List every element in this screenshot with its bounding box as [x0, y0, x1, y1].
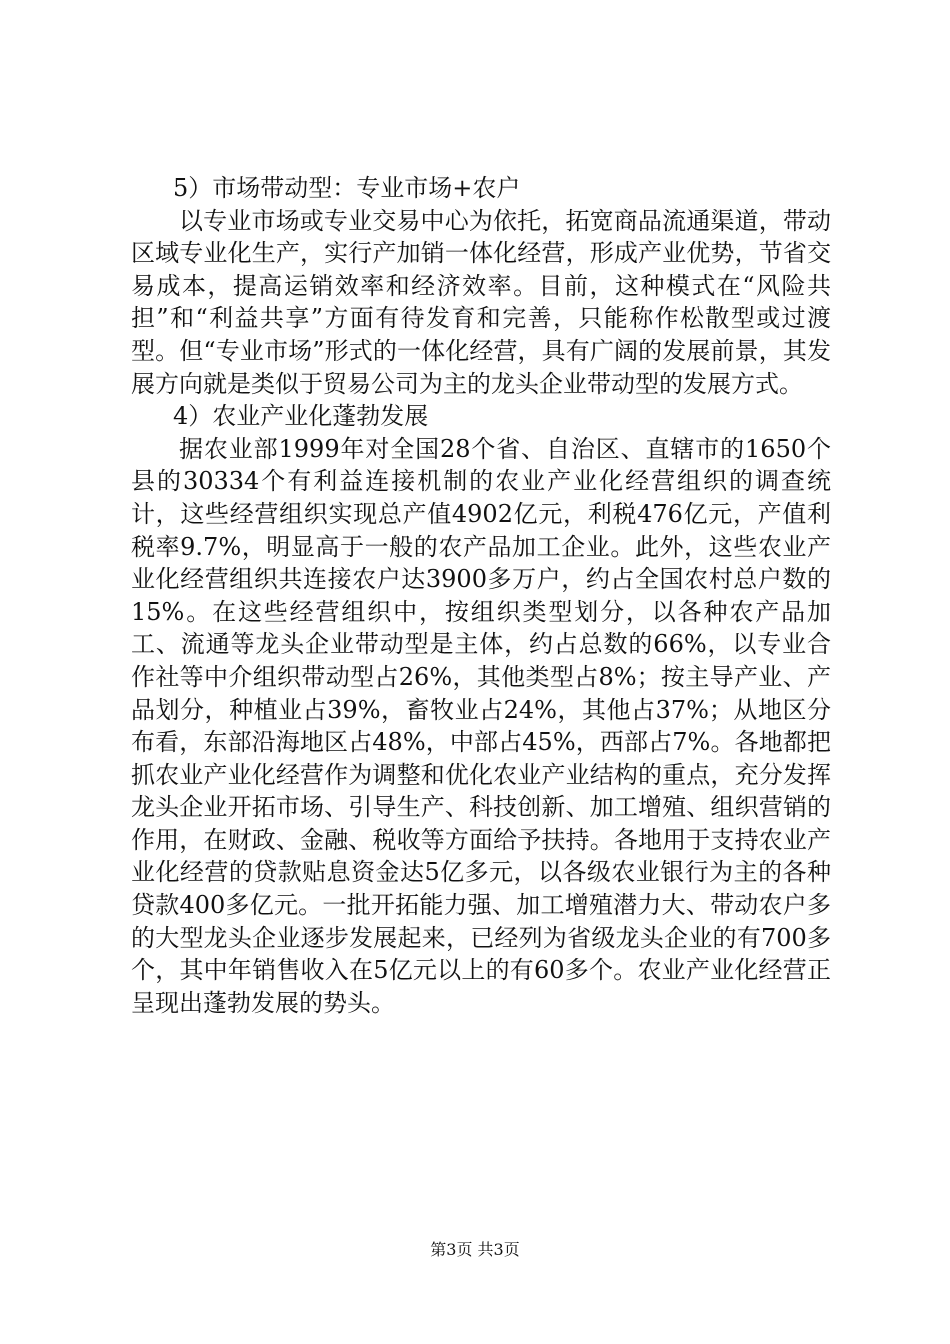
- body-paragraph-industrialization: 据农业部1999年对全国28个省、自治区、直辖市的1650个县的30334个有利益连接机制的农业产业化经营组织的调查统计，这些经营组织实现总产值4902亿元，利税476亿元，产值利税率9.7%，明显高于一般的农产品加工企业。此外，这些农业产业化经营组织共连接农户达3900多万户，约占全国农村总户数的15%。在这些经营组织中，按组织类型划分，以各种农产品加工、流通等龙头企业带动型是主体，约占总数的66%，以专业合作社等中介组织带动型占26%，其他类型占8%；按主导产业、产品划分，种植业占39%，畜牧业占24%，其他占37%；从地区分布看，东部沿海地区占48%，中部占45%，西部占7%。各地都把抓农业产业化经营作为调整和优化农业产业结构的重点，充分发挥龙头企业开拓市场、引导生产、科技创新、加工增殖、组织营销的作用，在财政、金融、税收等方面给予扶持。各地用于支持农业产业化经营的贷款贴息资金达5亿多元，以各级农业银行为主的各种贷款400多亿元。一批开拓能力强、加工增殖潜力大、带动农户多的大型龙头企业逐步发展起来，已经列为省级龙头企业的有700多个，其中年销售收入在5亿元以上的有60多个。农业产业化经营正呈现出蓬勃发展的势头。: [131, 434, 831, 1017]
- body-paragraph-market: 以专业市场或专业交易中心为依托，拓宽商品流通渠道，带动区域专业化生产，实行产加销一体化经营，形成产业优势，节省交易成本，提高运销效率和经济效率。目前，这种模式在“风险共担”和“利益共享”方面有待发育和完善，只能称作松散型或过渡型。但“专业市场”形式的一体化经营，具有广阔的发展前景，其发展方向就是类似于贸易公司为主的龙头企业带动型的发展方式。: [131, 206, 831, 398]
- section-heading-industrialization: 4）农业产业化蓬勃发展: [173, 402, 429, 431]
- section-heading-market: 5）市场带动型：专业市场+农户: [173, 174, 521, 202]
- document-body: [131, 172, 831, 1019]
- page-footer: 第3页 共3页: [430, 1240, 520, 1259]
